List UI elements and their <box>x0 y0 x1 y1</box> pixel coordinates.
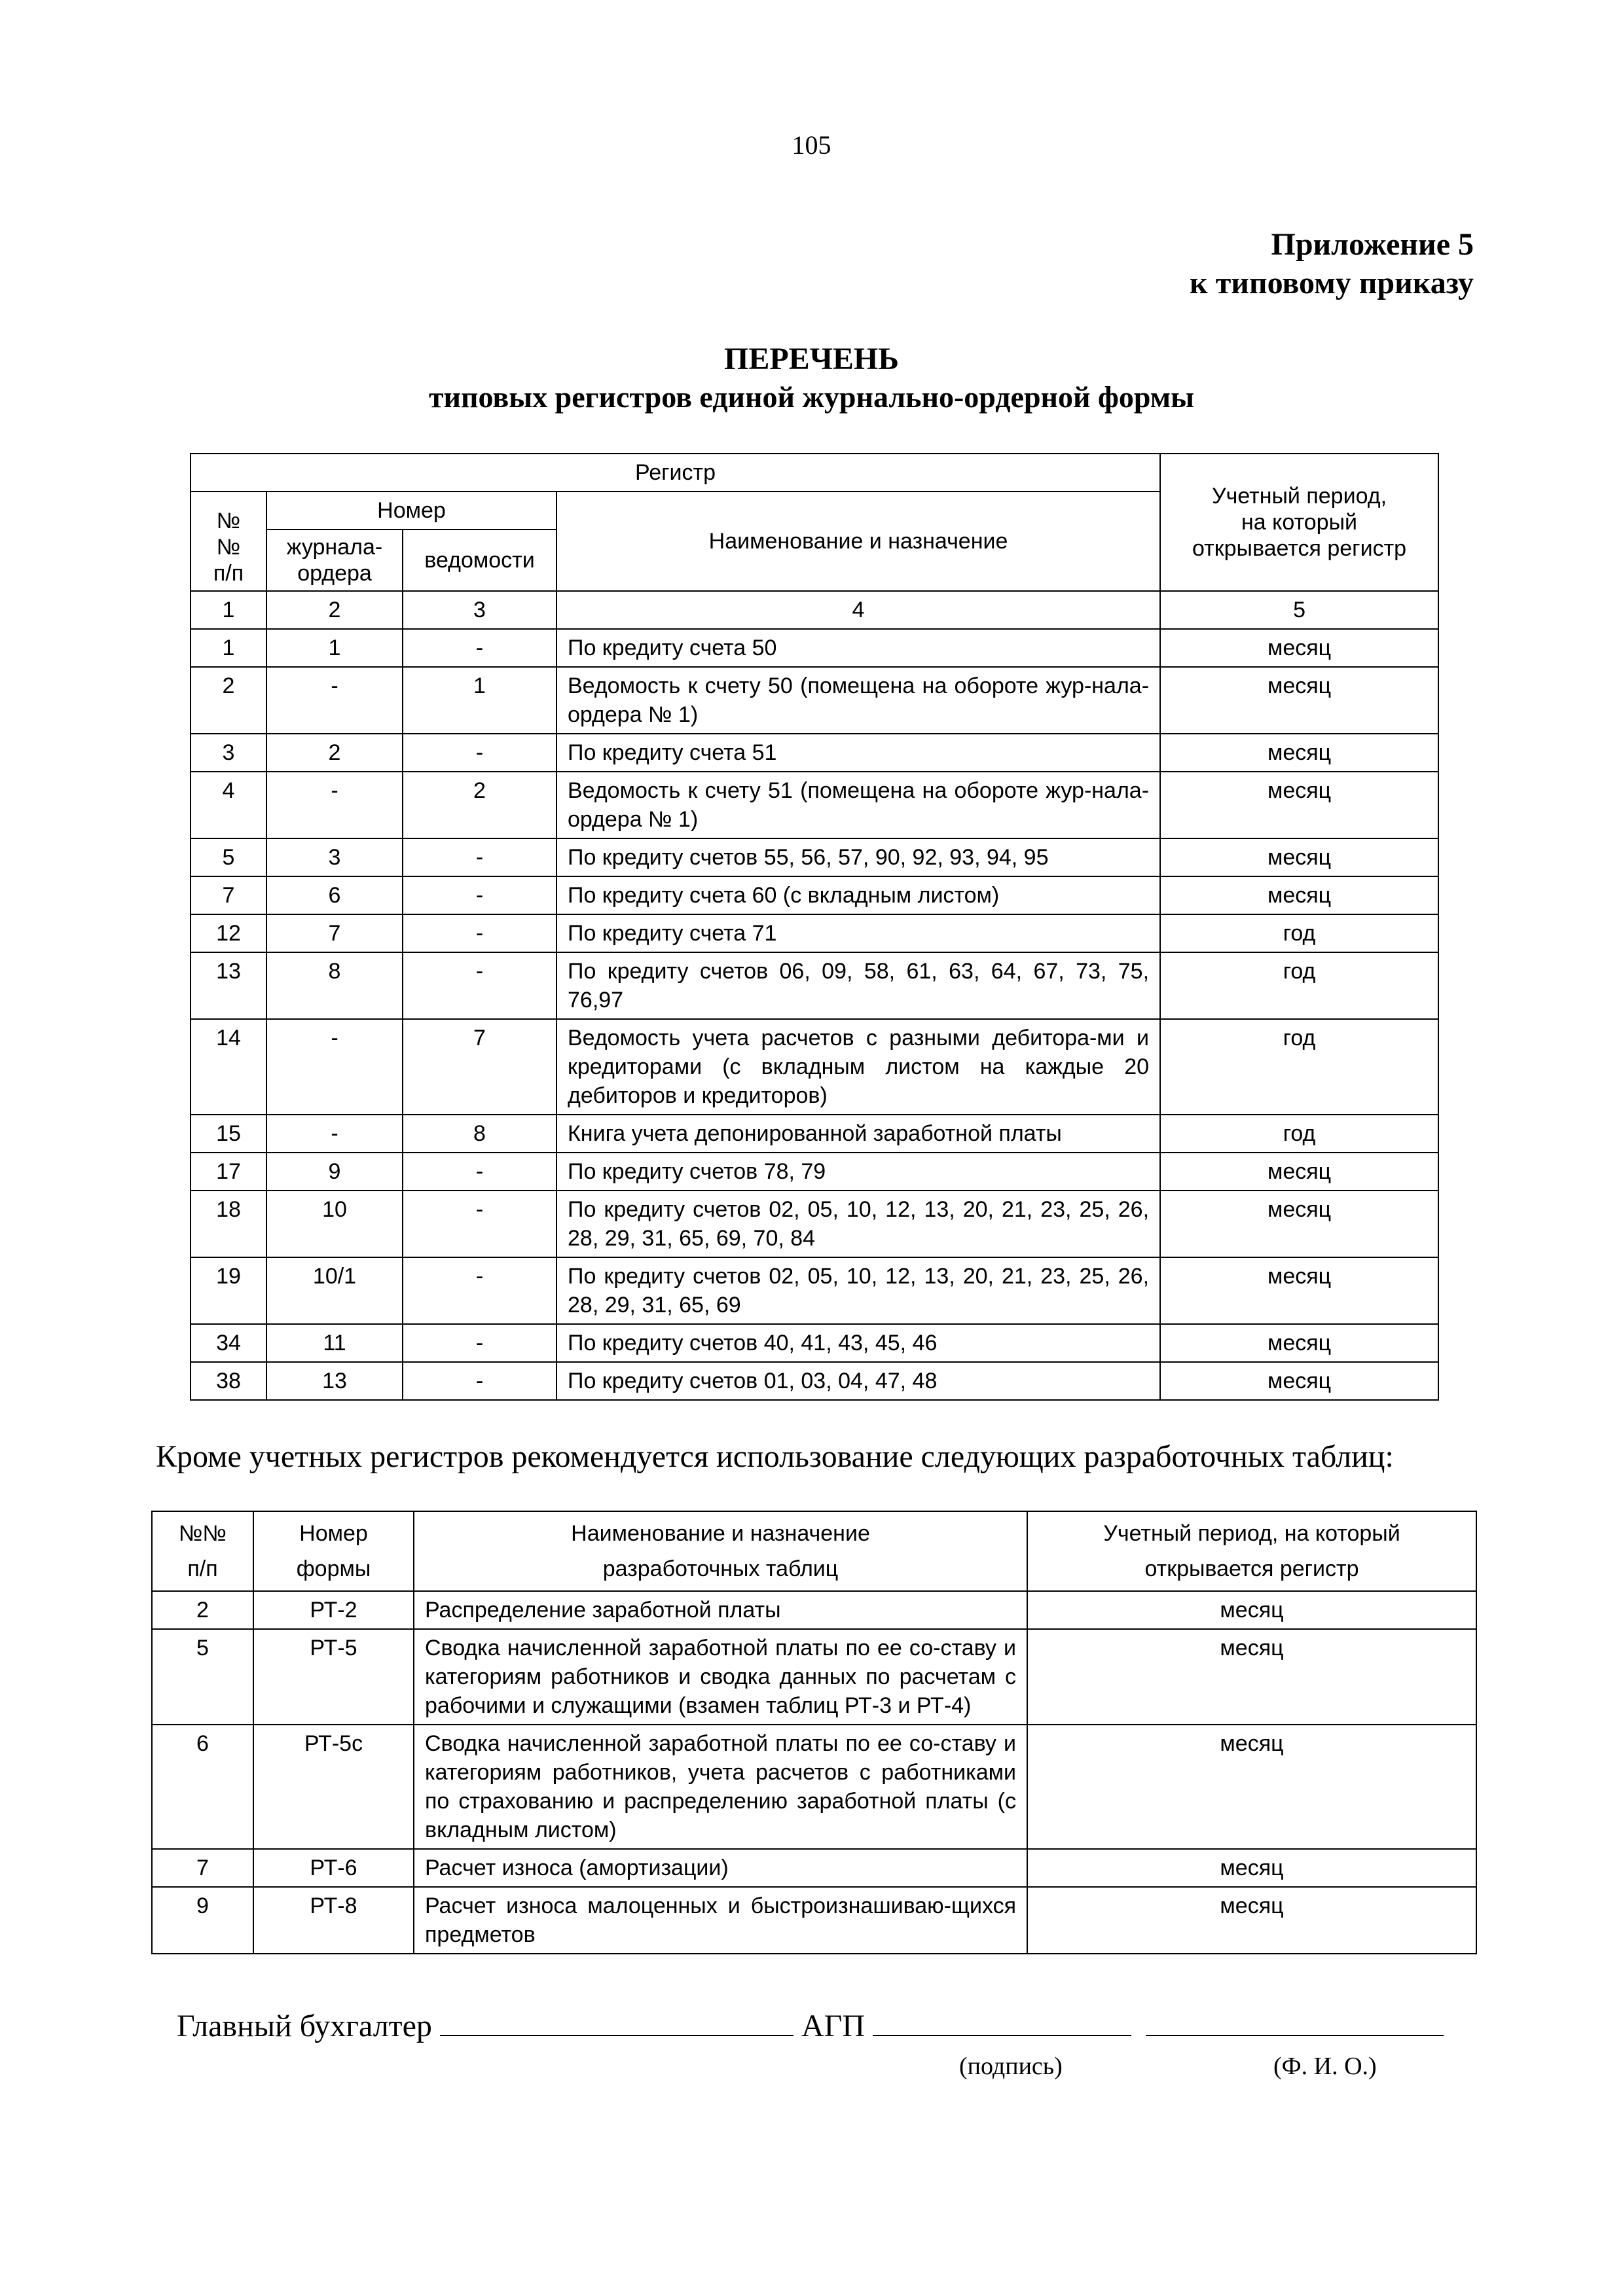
signature-org: АГП <box>801 2009 866 2043</box>
cell-period: месяц <box>1160 1324 1438 1362</box>
cell-period: месяц <box>1160 629 1438 667</box>
cell-form: РТ-5 <box>253 1629 414 1725</box>
num-header: №№ п/п <box>152 1511 253 1591</box>
col-number: 5 <box>1160 591 1438 629</box>
table-row <box>191 1324 1438 1362</box>
table-row <box>191 734 1438 772</box>
cell-name: По кредиту счетов 40, 41, 43, 45, 46 <box>556 1324 1160 1362</box>
cell-journal: 9 <box>266 1153 403 1191</box>
signature-caption: (подпись) <box>959 2053 1063 2080</box>
cell-form: РТ-5с <box>253 1725 414 1849</box>
cell-vedomost: - <box>403 629 556 667</box>
cell-journal: - <box>266 1115 403 1153</box>
cell-vedomost: 7 <box>403 1019 556 1115</box>
cell-num: 9 <box>152 1887 253 1954</box>
cell-period: месяц <box>1160 772 1438 838</box>
cell-journal: 8 <box>266 952 403 1019</box>
signature-label: Главный бухгалтер <box>177 2009 432 2043</box>
cell-num: 17 <box>191 1153 266 1191</box>
fio-caption: (Ф. И. О.) <box>1273 2053 1377 2080</box>
cell-period: месяц <box>1160 667 1438 734</box>
col-number: 3 <box>403 591 556 629</box>
col-number: 2 <box>266 591 403 629</box>
cell-name: Сводка начисленной заработной платы по ее со-ставу и категориям работников и сводка данных по расчетам с рабочими и служащими (взамен таблиц РТ-3 и РТ-4) <box>414 1629 1027 1725</box>
title-block <box>0 340 1623 416</box>
table-row <box>191 1257 1438 1324</box>
cell-num: 34 <box>191 1324 266 1362</box>
cell-num: 14 <box>191 1019 266 1115</box>
cell-period: год <box>1160 952 1438 1019</box>
table-row <box>191 629 1438 667</box>
name-header: Наименование и назначение <box>556 492 1160 591</box>
appendix-line-2: к типовому приказу <box>1190 265 1474 300</box>
vedomost-header: ведомости <box>403 529 556 591</box>
num-header: № № п/п <box>191 492 266 591</box>
cell-journal: 10/1 <box>266 1257 403 1324</box>
table-row <box>191 1191 1438 1257</box>
column-numbers-row <box>191 591 1438 629</box>
table-row <box>191 876 1438 914</box>
cell-name: Сводка начисленной заработной платы по ее со-ставу и категориям работников, учета расчетов с работниками по страхованию и распределению заработной платы (с вкладным листом) <box>414 1725 1027 1849</box>
cell-period: год <box>1160 1019 1438 1115</box>
table-row <box>152 1849 1476 1887</box>
cell-journal: 13 <box>266 1362 403 1400</box>
cell-name: По кредиту счета 51 <box>556 734 1160 772</box>
table-row <box>152 1629 1476 1725</box>
cell-vedomost: - <box>403 914 556 952</box>
cell-name: Расчет износа (амортизации) <box>414 1849 1027 1887</box>
cell-journal: 7 <box>266 914 403 952</box>
cell-form: РТ-8 <box>253 1887 414 1954</box>
cell-period: месяц <box>1027 1725 1476 1849</box>
cell-num: 4 <box>191 772 266 838</box>
signature-line <box>177 2008 1444 2044</box>
cell-name: Расчет износа малоценных и быстроизнашиваю-щихся предметов <box>414 1887 1027 1954</box>
cell-vedomost: - <box>403 1153 556 1191</box>
appendix-header <box>1190 226 1474 302</box>
cell-name: По кредиту счетов 55, 56, 57, 90, 92, 93, 94, 95 <box>556 838 1160 876</box>
appendix-line-1: Приложение 5 <box>1271 227 1474 262</box>
cell-num: 5 <box>152 1629 253 1725</box>
cell-num: 2 <box>191 667 266 734</box>
table-row <box>191 1153 1438 1191</box>
cell-name: По кредиту счетов 02, 05, 10, 12, 13, 20, 21, 23, 25, 26, 28, 29, 31, 65, 69, 70, 84 <box>556 1191 1160 1257</box>
cell-num: 38 <box>191 1362 266 1400</box>
table-row <box>191 772 1438 838</box>
table-row <box>191 1115 1438 1153</box>
cell-period: месяц <box>1160 734 1438 772</box>
page-number: 105 <box>792 130 831 160</box>
cell-name: Ведомость учета расчетов с разными дебитора-ми и кредиторами (с вкладным листом на каждые 20 дебиторов и кредиторов) <box>556 1019 1160 1115</box>
cell-journal: - <box>266 772 403 838</box>
cell-num: 7 <box>152 1849 253 1887</box>
cell-period: месяц <box>1027 1591 1476 1629</box>
cell-name: По кредиту счетов 78, 79 <box>556 1153 1160 1191</box>
cell-journal: - <box>266 667 403 734</box>
table-row <box>191 1019 1438 1115</box>
signature-blank-3 <box>1146 2009 1444 2036</box>
cell-form: РТ-6 <box>253 1849 414 1887</box>
cell-name: По кредиту счетов 01, 03, 04, 47, 48 <box>556 1362 1160 1400</box>
table-row <box>152 1887 1476 1954</box>
cell-vedomost: 1 <box>403 667 556 734</box>
period-header: Учетный период, на который открывается регистр <box>1027 1511 1476 1591</box>
cell-vedomost: 8 <box>403 1115 556 1153</box>
cell-journal: 10 <box>266 1191 403 1257</box>
cell-num: 19 <box>191 1257 266 1324</box>
cell-period: месяц <box>1160 876 1438 914</box>
cell-name: По кредиту счетов 02, 05, 10, 12, 13, 20, 21, 23, 25, 26, 28, 29, 31, 65, 69 <box>556 1257 1160 1324</box>
signature-blank-2 <box>873 2009 1131 2036</box>
cell-period: месяц <box>1027 1887 1476 1954</box>
cell-num: 12 <box>191 914 266 952</box>
cell-name: По кредиту счета 60 (с вкладным листом) <box>556 876 1160 914</box>
form-header: Номер формы <box>253 1511 414 1591</box>
cell-name: По кредиту счетов 06, 09, 58, 61, 63, 64, 67, 73, 75, 76,97 <box>556 952 1160 1019</box>
cell-period: месяц <box>1160 1153 1438 1191</box>
register-header: Регистр <box>191 454 1160 492</box>
cell-period: месяц <box>1160 1191 1438 1257</box>
cell-period: год <box>1160 914 1438 952</box>
cell-num: 7 <box>191 876 266 914</box>
cell-name: По кредиту счета 71 <box>556 914 1160 952</box>
cell-num: 3 <box>191 734 266 772</box>
intermediate-text: Кроме учетных регистров рекомендуется использование следующих разработочных таблиц: <box>156 1439 1394 1474</box>
cell-name: Ведомость к счету 50 (помещена на обороте жур-нала-ордера № 1) <box>556 667 1160 734</box>
cell-journal: 6 <box>266 876 403 914</box>
cell-num: 2 <box>152 1591 253 1629</box>
nomer-header: Номер <box>266 492 556 529</box>
table-row <box>191 667 1438 734</box>
cell-name: По кредиту счета 50 <box>556 629 1160 667</box>
table-row <box>152 1725 1476 1849</box>
period-header: Учетный период, на который открывается регистр <box>1160 454 1438 591</box>
cell-period: год <box>1160 1115 1438 1153</box>
cell-period: месяц <box>1160 1257 1438 1324</box>
name-header: Наименование и назначение разработочных таблиц <box>414 1511 1027 1591</box>
cell-journal: 3 <box>266 838 403 876</box>
signature-blank-1 <box>440 2009 793 2036</box>
cell-num: 15 <box>191 1115 266 1153</box>
cell-period: месяц <box>1160 838 1438 876</box>
cell-period: месяц <box>1027 1849 1476 1887</box>
document-title: ПЕРЕЧЕНЬ <box>724 342 899 376</box>
table-row <box>152 1591 1476 1629</box>
cell-journal: 2 <box>266 734 403 772</box>
cell-period: месяц <box>1160 1362 1438 1400</box>
cell-vedomost: - <box>403 876 556 914</box>
cell-num: 13 <box>191 952 266 1019</box>
cell-vedomost: - <box>403 1324 556 1362</box>
cell-journal: 11 <box>266 1324 403 1362</box>
table-row <box>191 914 1438 952</box>
cell-num: 18 <box>191 1191 266 1257</box>
worksheets-table <box>151 1511 1477 1954</box>
cell-form: РТ-2 <box>253 1591 414 1629</box>
cell-name: Книга учета депонированной заработной платы <box>556 1115 1160 1153</box>
cell-vedomost: - <box>403 734 556 772</box>
cell-num: 1 <box>191 629 266 667</box>
cell-name: Распределение заработной платы <box>414 1591 1027 1629</box>
cell-num: 5 <box>191 838 266 876</box>
cell-vedomost: - <box>403 1257 556 1324</box>
cell-journal: 1 <box>266 629 403 667</box>
document-subtitle: типовых регистров единой журнально-ордерной формы <box>428 380 1195 414</box>
table-row <box>191 838 1438 876</box>
journal-header: журнала- ордера <box>266 529 403 591</box>
cell-vedomost: - <box>403 952 556 1019</box>
table-row <box>191 952 1438 1019</box>
cell-num: 6 <box>152 1725 253 1849</box>
cell-journal: - <box>266 1019 403 1115</box>
cell-period: месяц <box>1027 1629 1476 1725</box>
cell-vedomost: - <box>403 1362 556 1400</box>
cell-vedomost: - <box>403 838 556 876</box>
cell-name: Ведомость к счету 51 (помещена на обороте жур-нала-ордера № 1) <box>556 772 1160 838</box>
cell-vedomost: 2 <box>403 772 556 838</box>
col-number: 4 <box>556 591 1160 629</box>
registers-table <box>190 453 1439 1401</box>
table-row <box>191 1362 1438 1400</box>
col-number: 1 <box>191 591 266 629</box>
cell-vedomost: - <box>403 1191 556 1257</box>
